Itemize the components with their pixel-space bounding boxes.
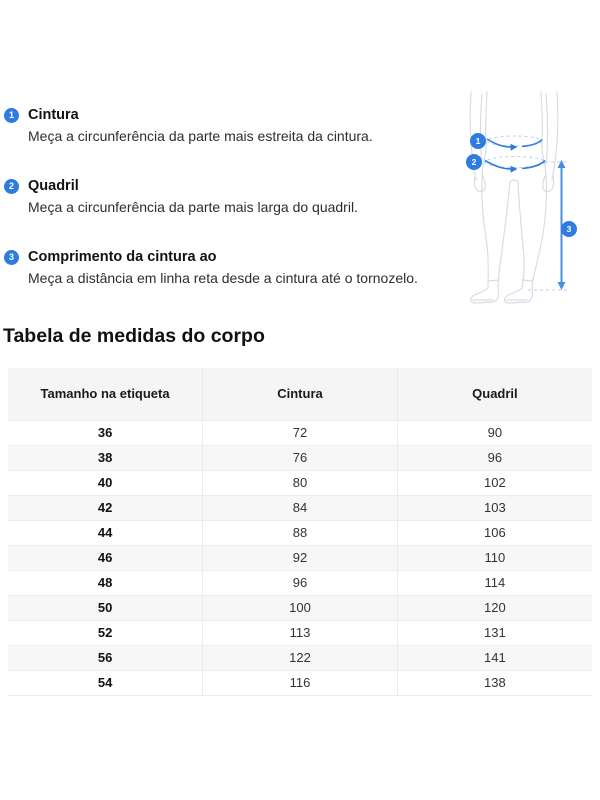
hip-measure-arc xyxy=(522,161,545,169)
hip-cell: 103 xyxy=(397,495,592,520)
size-cell: 38 xyxy=(8,445,203,470)
table-row xyxy=(8,495,592,520)
table-header-hip: Quadril xyxy=(397,368,592,420)
instruction-description: Meça a circunferência da parte mais larga do quadril. xyxy=(28,199,358,215)
hip-cell: 138 xyxy=(397,670,592,695)
body-measurements-table xyxy=(8,368,592,696)
table-row xyxy=(8,670,592,695)
size-cell: 44 xyxy=(8,520,203,545)
hip-cell: 102 xyxy=(397,470,592,495)
size-cell: 50 xyxy=(8,595,203,620)
instruction-title: Quadril xyxy=(28,178,79,194)
waist-cell: 92 xyxy=(203,545,398,570)
instruction-item-waist xyxy=(4,107,449,146)
diagram-markers xyxy=(466,133,577,237)
size-cell: 56 xyxy=(8,645,203,670)
diagram-marker-3-label: 3 xyxy=(566,224,572,234)
table-row xyxy=(8,420,592,445)
size-cell: 48 xyxy=(8,570,203,595)
size-table-container xyxy=(8,368,592,696)
diagram-marker-2-label: 2 xyxy=(471,157,477,167)
instruction-description: Meça a distância em linha reta desde a cintura até o tornozelo. xyxy=(28,270,418,286)
lower-body-figure-illustration xyxy=(442,90,592,318)
table-row xyxy=(8,645,592,670)
instruction-description: Meça a circunferência da parte mais estreita da cintura. xyxy=(28,128,373,144)
table-row xyxy=(8,570,592,595)
dashed-guides xyxy=(485,136,569,290)
diagram-marker-1-label: 1 xyxy=(475,136,481,146)
step-3-badge: 3 xyxy=(4,250,19,265)
hip-cell: 114 xyxy=(397,570,592,595)
body-measure-diagram xyxy=(442,90,592,318)
waist-cell: 100 xyxy=(203,595,398,620)
step-2-badge: 2 xyxy=(4,179,19,194)
section-title: Tabela de medidas do corpo xyxy=(3,325,265,347)
hip-cell: 120 xyxy=(397,595,592,620)
table-header-row xyxy=(8,368,592,420)
instruction-item-hip xyxy=(4,178,449,217)
size-cell: 40 xyxy=(8,470,203,495)
waist-cell: 72 xyxy=(203,420,398,445)
table-row xyxy=(8,470,592,495)
hip-cell: 110 xyxy=(397,545,592,570)
table-row xyxy=(8,620,592,645)
table-row xyxy=(8,445,592,470)
size-cell: 46 xyxy=(8,545,203,570)
size-cell: 42 xyxy=(8,495,203,520)
measure-instructions xyxy=(4,107,449,320)
waist-cell: 96 xyxy=(203,570,398,595)
hip-cell: 141 xyxy=(397,645,592,670)
instruction-title: Comprimento da cintura ao xyxy=(28,249,217,265)
waist-cell: 116 xyxy=(203,670,398,695)
waist-cell: 84 xyxy=(203,495,398,520)
table-header-size-label: Tamanho na etiqueta xyxy=(8,368,203,420)
size-cell: 36 xyxy=(8,420,203,445)
size-cell: 54 xyxy=(8,670,203,695)
table-row xyxy=(8,520,592,545)
instruction-item-length xyxy=(4,249,449,288)
step-1-badge: 1 xyxy=(4,108,19,123)
table-row xyxy=(8,545,592,570)
waist-cell: 88 xyxy=(203,520,398,545)
waist-cell: 113 xyxy=(203,620,398,645)
waist-cell: 80 xyxy=(203,470,398,495)
hip-cell: 131 xyxy=(397,620,592,645)
hip-cell: 96 xyxy=(397,445,592,470)
table-header-waist: Cintura xyxy=(203,368,398,420)
instruction-title: Cintura xyxy=(28,107,79,123)
figure-outline xyxy=(470,92,558,303)
waist-cell: 76 xyxy=(203,445,398,470)
waist-measure-arc xyxy=(522,140,542,147)
size-cell: 52 xyxy=(8,620,203,645)
table-row xyxy=(8,595,592,620)
hip-cell: 106 xyxy=(397,520,592,545)
hip-cell: 90 xyxy=(397,420,592,445)
length-arrow-up xyxy=(558,160,566,168)
length-arrow-down xyxy=(558,282,566,290)
waist-cell: 122 xyxy=(203,645,398,670)
